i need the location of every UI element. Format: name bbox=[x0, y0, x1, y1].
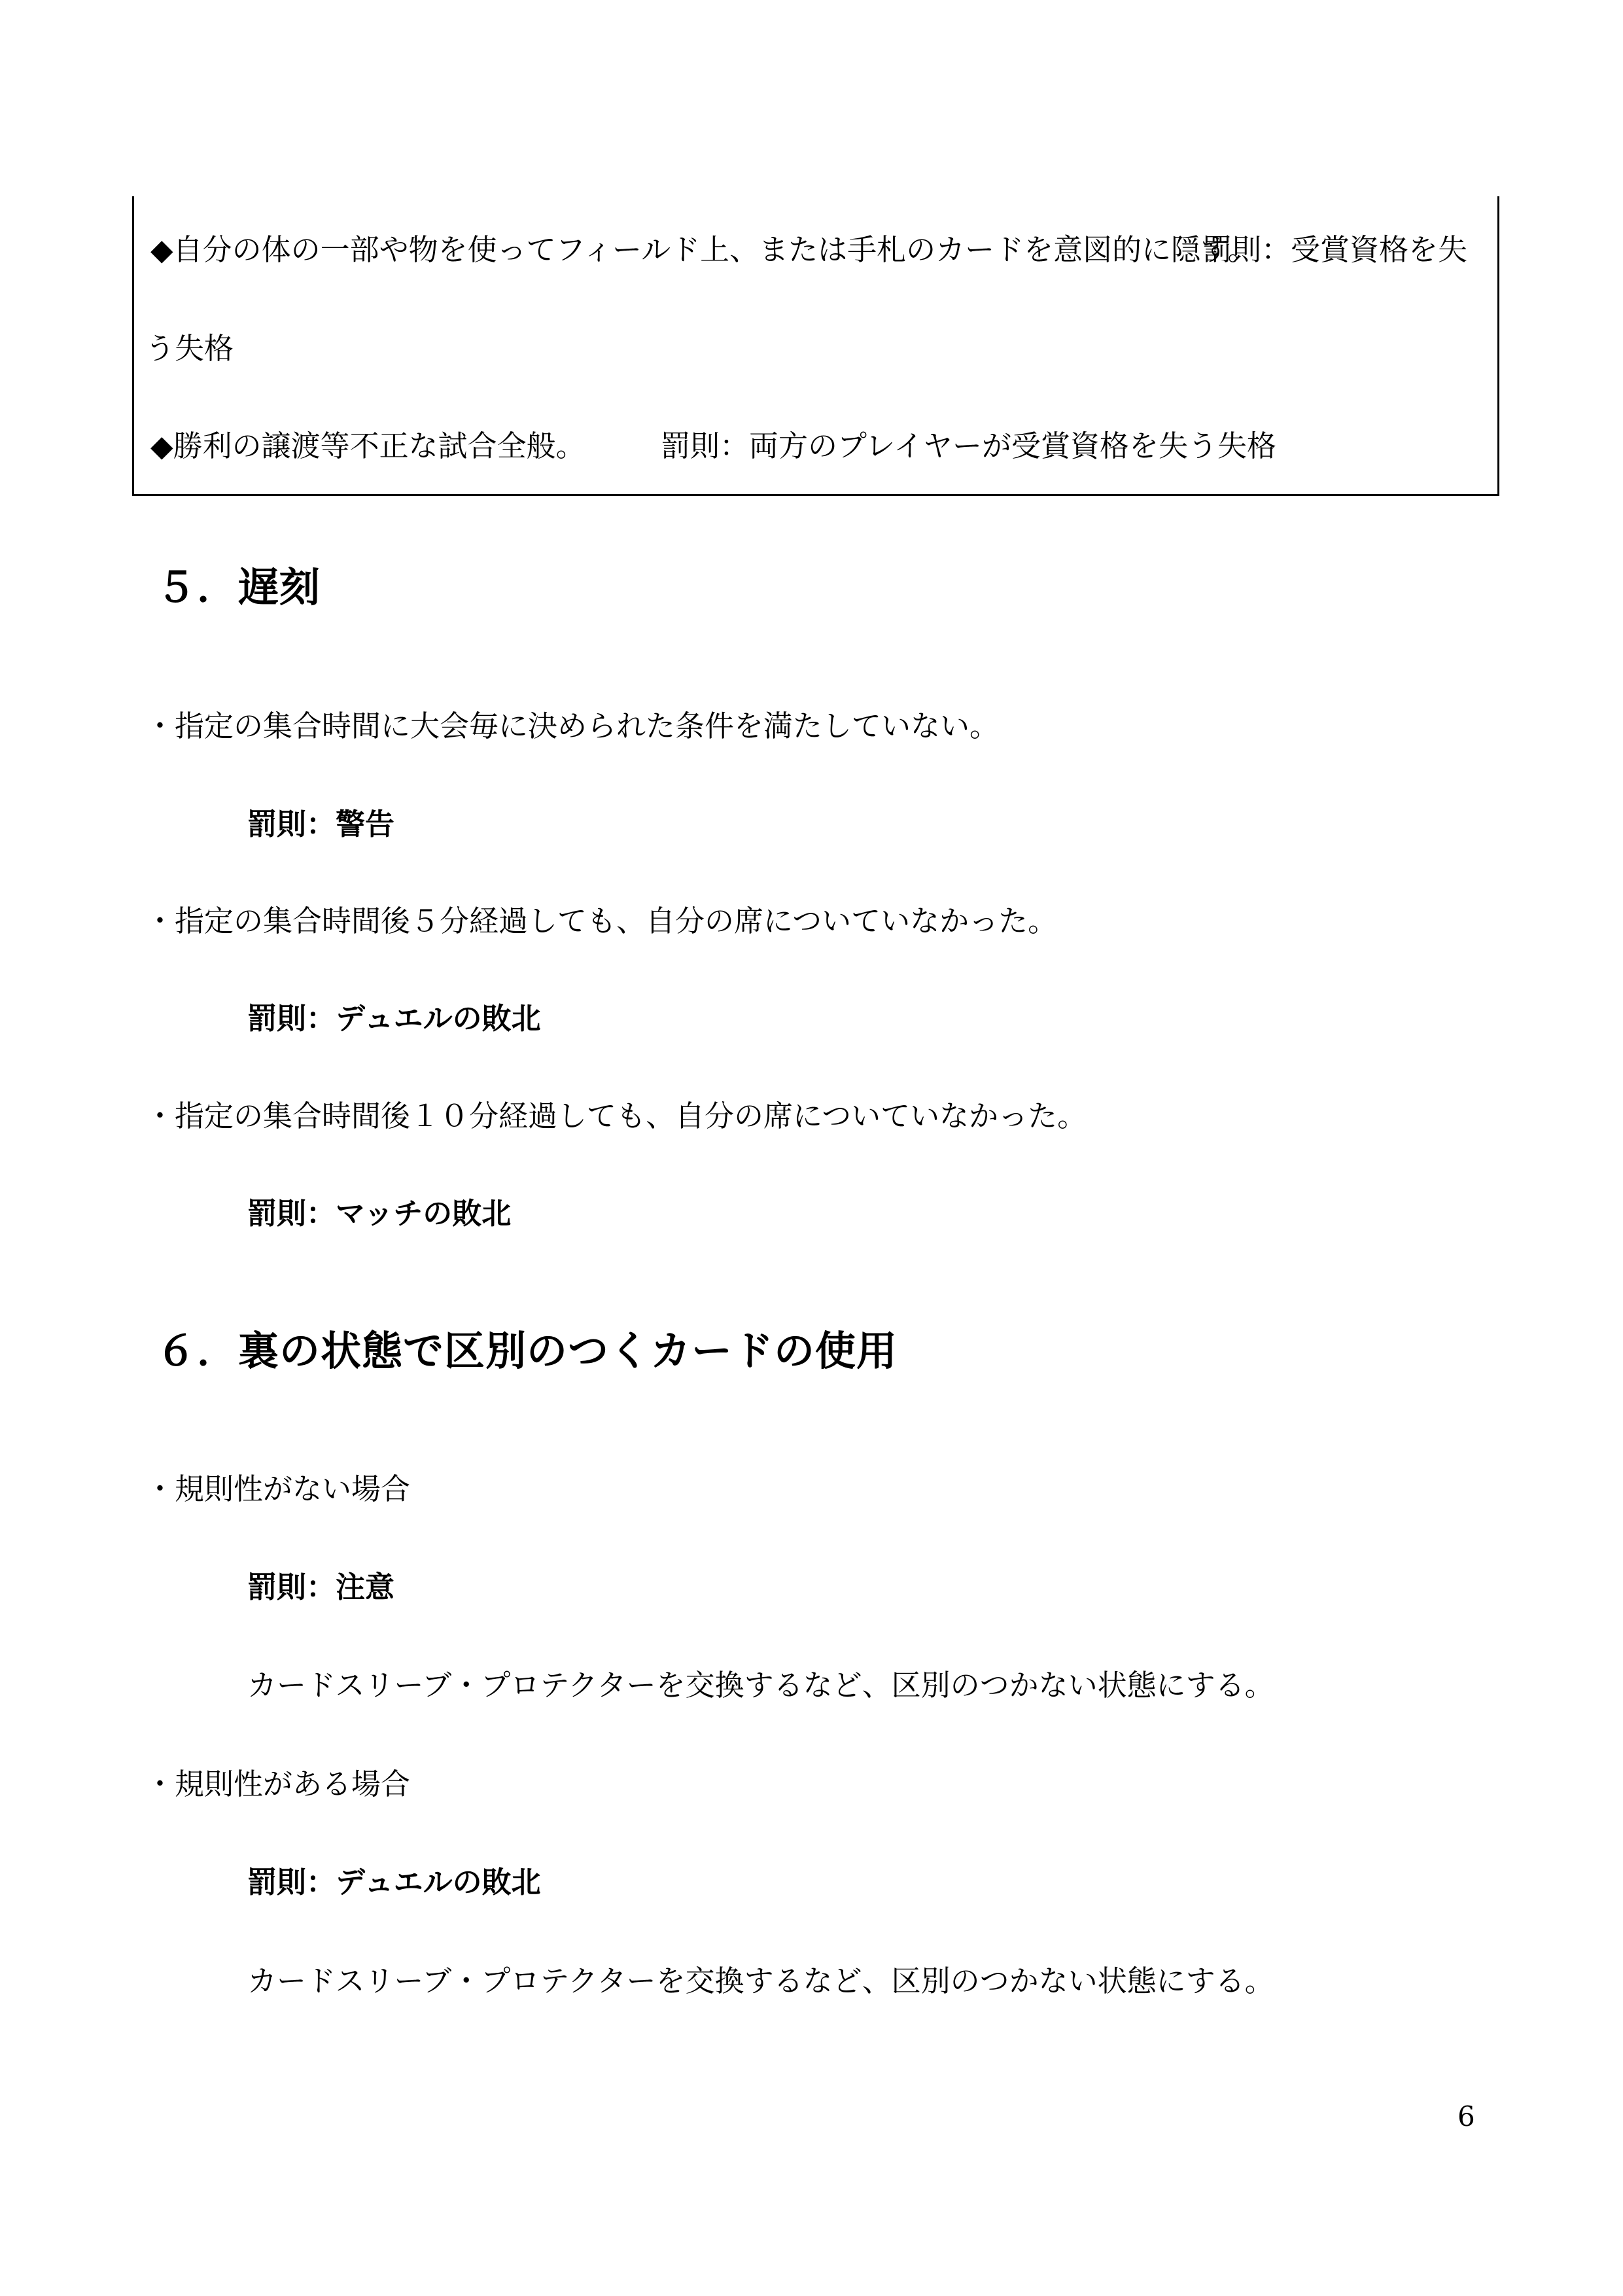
section-5-item-1: ・指定の集合時間に大会毎に決められた条件を満たしていない。 bbox=[145, 709, 1000, 743]
section-6-item-2-note: カードスリーブ・プロテクターを交換するなど、区別のつかない状態にする。 bbox=[247, 1964, 1274, 1998]
section-6-heading: ６．裏の状態で区別のつくカードの使用 bbox=[156, 1327, 898, 1375]
box-item-1: ◆自分の体の一部や物を使ってフィールド上、または手札のカードを意図的に隠す。 bbox=[150, 232, 1257, 267]
box-item-1-continued: う失格 bbox=[145, 331, 234, 366]
box-item-1-penalty: 罰則：受賞資格を失 bbox=[1202, 232, 1468, 267]
box-item-2-penalty: 罰則：両方のプレイヤーが受賞資格を失う失格 bbox=[661, 429, 1276, 463]
section-5-item-1-penalty: 罰則：警告 bbox=[247, 807, 395, 841]
section-5-item-2-penalty: 罰則：デュエルの敗北 bbox=[247, 1001, 541, 1036]
page-number: 6 bbox=[1457, 2100, 1475, 2132]
section-6-item-1: ・規則性がない場合 bbox=[145, 1472, 411, 1506]
section-6-item-2-penalty: 罰則：デュエルの敗北 bbox=[247, 1865, 541, 1899]
section-6-item-1-penalty: 罰則：注意 bbox=[247, 1570, 395, 1604]
section-6-item-2: ・規則性がある場合 bbox=[145, 1767, 411, 1801]
section-5-heading: ５．遅刻 bbox=[156, 563, 321, 611]
section-5-item-3-penalty: 罰則：マッチの敗北 bbox=[247, 1196, 512, 1231]
section-5-item-2: ・指定の集合時間後５分経過しても、自分の席についていなかった。 bbox=[145, 904, 1058, 938]
box-item-2: ◆勝利の譲渡等不正な試合全般。 bbox=[150, 429, 585, 463]
section-6-item-1-note: カードスリーブ・プロテクターを交換するなど、区別のつかない状態にする。 bbox=[247, 1668, 1274, 1703]
section-5-item-3: ・指定の集合時間後１０分経過しても、自分の席についていなかった。 bbox=[145, 1099, 1087, 1133]
